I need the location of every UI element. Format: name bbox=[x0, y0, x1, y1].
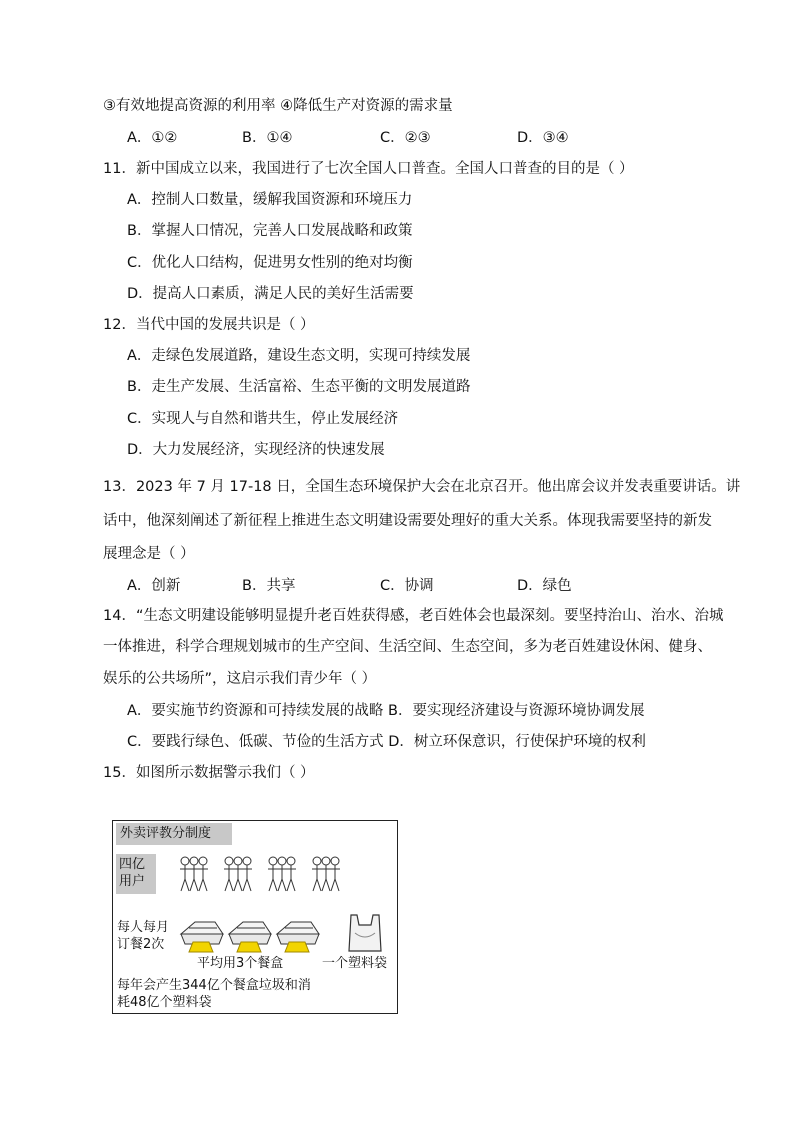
q14-stem-line-1: 14．“生态文明建设能够明显提升老百姓获得感，老百姓体会也最深刻。要坚持治山、治水、治城 bbox=[103, 608, 724, 624]
q11-option-a: A．控制人口数量，缓解我国资源和环境压力 bbox=[127, 192, 413, 208]
q14-stem-line-2: 一体推进，科学合理规划城市的生产空间、生活空间、生态空间，多为老百姓建设休闲、健身、 bbox=[103, 639, 712, 655]
q12-stem: 12．当代中国的发展共识是（ ） bbox=[103, 317, 315, 333]
users-label: 四亿用户 bbox=[116, 854, 156, 894]
order-label-1 bbox=[117, 919, 173, 953]
plastic-bag-icon bbox=[345, 911, 385, 955]
takeout-waste-figure bbox=[112, 820, 398, 1014]
summary-label: 每年会产生344亿个餐盒垃圾和消耗48亿个塑料袋 bbox=[117, 978, 311, 1010]
q11-option-b: B．掌握人口情况，完善人口发展战略和政策 bbox=[127, 223, 413, 239]
q10-option-c: C．②③ bbox=[380, 130, 431, 146]
q11-option-c: C．优化人口结构，促进男女性别的绝对均衡 bbox=[127, 255, 413, 271]
q10-option-a: A．①② bbox=[127, 130, 178, 146]
bag-label: 一个塑料袋 bbox=[322, 956, 388, 971]
q14-options-cd: C．要践行绿色、低碳、节俭的生活方式 D．树立环保意识，行使保护环境的权利 bbox=[127, 734, 646, 750]
q13-option-c: C．协调 bbox=[380, 578, 434, 594]
order-label-text: 每人每月订餐2次 bbox=[117, 920, 170, 952]
q10-option-d: D．③④ bbox=[517, 130, 569, 146]
q12-option-d: D．大力发展经济，实现经济的快速发展 bbox=[127, 442, 385, 458]
q14-stem-line-3: 娱乐的公共场所”，这启示我们青少年（ ） bbox=[103, 671, 377, 687]
q12-option-b: B．走生产发展、生活富裕、生态平衡的文明发展道路 bbox=[127, 379, 471, 395]
q13-option-b: B．共享 bbox=[242, 578, 296, 594]
q10-option-b: B．①④ bbox=[242, 130, 293, 146]
q11-option-d: D．提高人口素质，满足人民的美好生活需要 bbox=[127, 286, 414, 302]
figure-title: 外卖评教分制度 bbox=[116, 823, 232, 845]
meal-box-icon bbox=[179, 916, 329, 956]
q11-stem: 11．新中国成立以来，我国进行了七次全国人口普查。全国人口普查的目的是（ ） bbox=[103, 161, 634, 177]
q12-option-c: C．实现人与自然和谐共生，停止发展经济 bbox=[127, 411, 399, 427]
q15-stem: 15．如图所示数据警示我们（ ） bbox=[103, 765, 315, 781]
people-icon bbox=[179, 855, 349, 897]
q14-options-ab: A．要实施节约资源和可持续发展的战略 B．要实现经济建设与资源环境协调发展 bbox=[127, 703, 645, 719]
q13-option-d: D．绿色 bbox=[517, 578, 572, 594]
q13-stem-line-3: 展理念是（ ） bbox=[103, 546, 195, 562]
q13-option-a: A．创新 bbox=[127, 578, 181, 594]
q10-option-line: ③有效地提高资源的利用率 ④降低生产对资源的需求量 bbox=[103, 98, 453, 114]
q13-stem-line-1: 13．2023 年 7 月 17-18 日，全国生态环境保护大会在北京召开。他出席会议并发表重要讲话。讲 bbox=[103, 479, 741, 495]
boxes-label: 平均用3个餐盒 bbox=[197, 956, 284, 971]
q12-option-a: A．走绿色发展道路，建设生态文明，实现可持续发展 bbox=[127, 348, 471, 364]
q13-stem-line-2: 话中，他深刻阐述了新征程上推进生态文明建设需要处理好的重大关系。体现我需要坚持的新发 bbox=[103, 513, 712, 529]
